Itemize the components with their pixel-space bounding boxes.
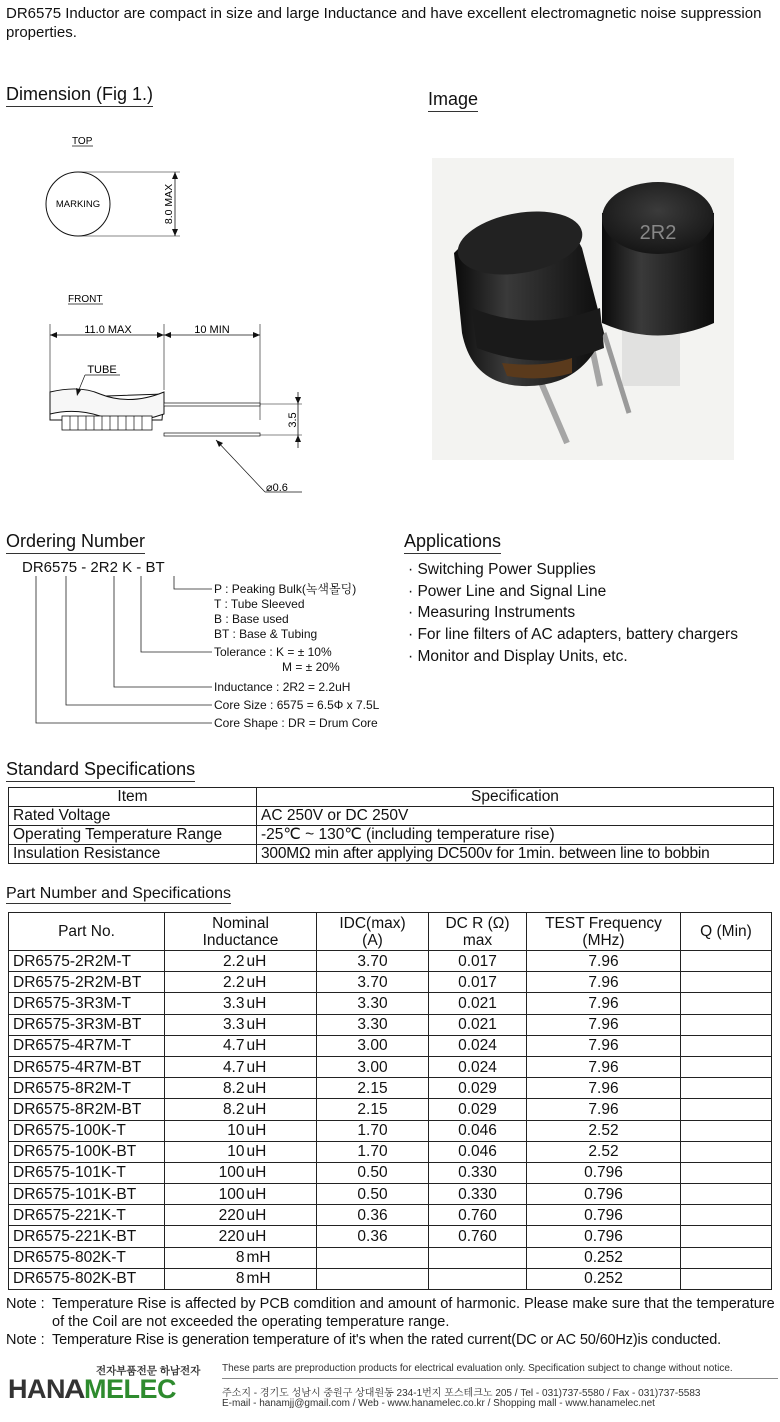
photo-marking: 2R2 — [639, 222, 677, 244]
order-label-bt: BT : Base & Tubing — [214, 627, 318, 641]
inductance-unit: uH — [246, 1122, 267, 1140]
col-header-freq — [527, 913, 681, 951]
header-line: Inductance — [202, 931, 279, 949]
cell: 0.017 — [429, 951, 527, 972]
inductance-value: 220 — [218, 1228, 245, 1246]
cell: DR6575-4R7M-T — [9, 1035, 165, 1056]
col-header-dcr — [429, 913, 527, 951]
cell: DR6575-802K-T — [9, 1247, 165, 1268]
height-label: 8.0 MAX — [163, 183, 175, 225]
cell: AC 250V or DC 250V — [257, 807, 774, 826]
table-row — [9, 1205, 772, 1226]
cell: 0.330 — [429, 1184, 527, 1205]
cell: Insulation Resistance — [9, 845, 257, 864]
inductance-value: 100 — [218, 1185, 245, 1203]
col-header-part: Part No. — [9, 913, 165, 951]
cell — [165, 1120, 317, 1141]
cell — [681, 1056, 772, 1077]
code-package: BT — [145, 559, 165, 576]
table-row — [9, 951, 772, 972]
cell: DR6575-4R7M-BT — [9, 1056, 165, 1077]
cell: 0.796 — [527, 1162, 681, 1183]
note-label: Note : — [6, 1332, 45, 1348]
note-item — [6, 1332, 780, 1350]
cell: 3.30 — [317, 1014, 429, 1035]
cell — [681, 1268, 772, 1289]
cell — [681, 951, 772, 972]
cell — [681, 972, 772, 993]
cell: 7.96 — [527, 1078, 681, 1099]
order-label-inductance: Inductance : 2R2 = 2.2uH — [214, 680, 351, 694]
table-row — [9, 1184, 772, 1205]
standard-title: Standard Specifications — [6, 759, 195, 782]
cell — [165, 1247, 317, 1268]
cell: 0.36 — [317, 1205, 429, 1226]
list-item: · Power Line and Signal Line — [408, 582, 607, 600]
header-line: IDC(max) — [339, 914, 406, 932]
cell: 0.029 — [429, 1078, 527, 1099]
cell — [681, 1247, 772, 1268]
header-line: TEST Frequency — [545, 914, 662, 932]
order-label-p: P : Peaking Bulk(녹색몰딩) — [214, 582, 357, 596]
inductance-value: 8.2 — [222, 1079, 245, 1097]
inductance-unit: uH — [246, 1206, 267, 1224]
table-row — [9, 1078, 772, 1099]
cell — [165, 993, 317, 1014]
cell: DR6575-8R2M-BT — [9, 1099, 165, 1120]
table-row — [9, 1268, 772, 1289]
inductance-unit: uH — [246, 1164, 267, 1182]
inductance-value: 2.2 — [222, 973, 245, 991]
applications-title: Applications — [404, 531, 501, 554]
cell: 0.024 — [429, 1056, 527, 1077]
cell — [681, 1078, 772, 1099]
cell: 0.046 — [429, 1141, 527, 1162]
cell: 3.00 — [317, 1035, 429, 1056]
header-line: Nominal — [212, 914, 269, 932]
inductance-value: 4.7 — [222, 1058, 245, 1076]
cell — [681, 1184, 772, 1205]
cell: DR6575-8R2M-T — [9, 1078, 165, 1099]
note-text: Temperature Rise is generation temperature of it's when the rated current(DC or AC 50/60Hz)is conducted. — [52, 1332, 722, 1348]
cell: DR6575-3R3M-T — [9, 993, 165, 1014]
inductance-unit: uH — [246, 1016, 267, 1034]
cell: -25℃ ~ 130℃ (including temperature rise) — [257, 826, 774, 845]
table-row — [9, 845, 774, 864]
header-line: (A) — [362, 931, 383, 949]
inductance-unit: uH — [246, 1037, 267, 1055]
table-row — [9, 1120, 772, 1141]
cell — [317, 1247, 429, 1268]
note-text: Temperature Rise is affected by PCB comdition and amount of harmonic. Please make sure that the temperature of the Coil are not exceeded the operating temperature range. — [52, 1296, 775, 1330]
cell: 7.96 — [527, 1099, 681, 1120]
table-row — [9, 972, 772, 993]
parts-table — [8, 912, 772, 1290]
cell: DR6575-2R2M-T — [9, 951, 165, 972]
header-line: DC R (Ω) — [445, 914, 510, 932]
ordering-code — [22, 559, 165, 576]
cell: 3.70 — [317, 972, 429, 993]
standard-spec-table — [8, 787, 774, 864]
cell: DR6575-101K-T — [9, 1162, 165, 1183]
dimension-title: Dimension (Fig 1.) — [6, 84, 153, 107]
cell — [429, 1268, 527, 1289]
cell: 3.30 — [317, 993, 429, 1014]
inductance-unit: uH — [246, 973, 267, 991]
inductance-value: 8 — [235, 1270, 245, 1288]
table-row — [9, 1056, 772, 1077]
cell: 0.760 — [429, 1226, 527, 1247]
cell: 0.046 — [429, 1120, 527, 1141]
cell — [681, 1226, 772, 1247]
cell: 1.70 — [317, 1120, 429, 1141]
inductance-unit: uH — [246, 1079, 267, 1097]
cell: 0.796 — [527, 1184, 681, 1205]
cell: 2.15 — [317, 1099, 429, 1120]
top-label: TOP — [72, 136, 93, 147]
front-label: FRONT — [68, 294, 103, 305]
cell: DR6575-100K-BT — [9, 1141, 165, 1162]
cell: 0.760 — [429, 1205, 527, 1226]
code-dash: - — [81, 559, 87, 576]
company-korean-title: 전자부품전문 하남전자 — [96, 1365, 201, 1377]
cell — [681, 1014, 772, 1035]
col-header-item: Item — [9, 788, 257, 807]
table-row — [9, 1247, 772, 1268]
cell — [165, 1205, 317, 1226]
table-row — [9, 1035, 772, 1056]
inductance-value: 220 — [218, 1206, 245, 1224]
table-header-row — [9, 788, 774, 807]
code-dash: - — [136, 559, 142, 576]
footer-divider — [222, 1378, 778, 1379]
cell: 0.50 — [317, 1184, 429, 1205]
cell — [165, 1035, 317, 1056]
cell: 0.252 — [527, 1268, 681, 1289]
cell: 0.029 — [429, 1099, 527, 1120]
cell: 7.96 — [527, 1035, 681, 1056]
header-line: (MHz) — [582, 931, 625, 949]
cell: 3.70 — [317, 951, 429, 972]
cell: 0.330 — [429, 1162, 527, 1183]
cell: DR6575-101K-BT — [9, 1184, 165, 1205]
cell — [165, 1162, 317, 1183]
cell: 3.00 — [317, 1056, 429, 1077]
cell: 0.252 — [527, 1247, 681, 1268]
cell — [165, 1184, 317, 1205]
note-item — [6, 1296, 780, 1331]
cell: DR6575-100K-T — [9, 1120, 165, 1141]
cell: 7.96 — [527, 972, 681, 993]
inductance-value: 2.2 — [222, 952, 245, 970]
cell: 7.96 — [527, 1056, 681, 1077]
cell — [681, 1205, 772, 1226]
table-row — [9, 1141, 772, 1162]
order-label-tolerance: Tolerance : K = ± 10% — [214, 645, 332, 659]
cell: 2.52 — [527, 1141, 681, 1162]
parts-title: Part Number and Specifications — [6, 885, 231, 902]
marking-label: MARKING — [55, 199, 101, 210]
dia-label: ⌀0.6 — [266, 482, 288, 494]
cell — [165, 1056, 317, 1077]
header-line: max — [462, 931, 493, 949]
inductance-unit: uH — [246, 952, 267, 970]
cell — [165, 1078, 317, 1099]
note-label: Note : — [6, 1296, 45, 1312]
inductance-unit: uH — [246, 1143, 267, 1161]
inductance-value: 3.3 — [222, 994, 245, 1012]
cell: 2.52 — [527, 1120, 681, 1141]
table-header-row — [9, 913, 772, 951]
cell — [165, 1141, 317, 1162]
code-core: DR6575 — [22, 559, 78, 576]
cell — [681, 1035, 772, 1056]
table-row — [9, 1162, 772, 1183]
cell — [165, 972, 317, 993]
list-item: · Switching Power Supplies — [408, 561, 596, 578]
width-label: 11.0 MAX — [84, 324, 132, 336]
cell: 0.017 — [429, 972, 527, 993]
col-header-q: Q (Min) — [681, 913, 772, 951]
cell — [681, 993, 772, 1014]
intro-text: DR6575 Inductor are compact in size and large Inductance and have excellent electromagnetic noise suppression properties. — [6, 5, 762, 41]
cell: 2.15 — [317, 1078, 429, 1099]
inductance-unit: uH — [246, 1058, 267, 1076]
lead-label: 10 MIN — [194, 324, 230, 336]
list-item: · For line filters of AC adapters, battery chargers — [408, 626, 738, 644]
cell: 7.96 — [527, 951, 681, 972]
cell: DR6575-2R2M-BT — [9, 972, 165, 993]
cell: 0.021 — [429, 1014, 527, 1035]
code-inductance: 2R2 — [90, 559, 118, 576]
logo-a: A — [64, 1374, 85, 1404]
inductance-value: 4.7 — [222, 1037, 245, 1055]
col-header-spec: Specification — [257, 788, 774, 807]
cell — [681, 1120, 772, 1141]
notes — [6, 1296, 780, 1350]
order-label-b: B : Base used — [214, 612, 289, 626]
cell: Operating Temperature Range — [9, 826, 257, 845]
list-item: · Measuring Instruments — [408, 604, 576, 622]
applications-list — [408, 559, 738, 668]
inductance-unit: mH — [246, 1249, 271, 1267]
cell — [681, 1099, 772, 1120]
cell: 0.796 — [527, 1226, 681, 1247]
cell: DR6575-221K-BT — [9, 1226, 165, 1247]
table-row — [9, 1099, 772, 1120]
logo-melec: MELEC — [84, 1374, 176, 1404]
col-header-inductance — [165, 913, 317, 951]
cell — [165, 1014, 317, 1035]
ordering-title: Ordering Number — [6, 531, 145, 554]
cell: 7.96 — [527, 1014, 681, 1035]
cell — [165, 951, 317, 972]
cell: 0.024 — [429, 1035, 527, 1056]
inductance-value: 10 — [227, 1143, 245, 1161]
dimension-diagram — [40, 130, 320, 500]
tube-label: TUBE — [87, 364, 117, 376]
inductance-unit: uH — [246, 1100, 267, 1118]
cell: 7.96 — [527, 993, 681, 1014]
company-logo — [8, 1374, 176, 1405]
ordering-leader-lines — [6, 576, 216, 737]
cell — [681, 1162, 772, 1183]
col-header-idc — [317, 913, 429, 951]
table-row — [9, 1014, 772, 1035]
cell: 0.021 — [429, 993, 527, 1014]
cell: 300MΩ min after applying DC500v for 1min. between line to bobbin — [257, 845, 774, 864]
cell — [429, 1247, 527, 1268]
table-row — [9, 826, 774, 845]
cell: DR6575-3R3M-BT — [9, 1014, 165, 1035]
order-label-core-size: Core Size : 6575 = 6.5Φ x 7.5L — [214, 698, 380, 712]
cell: 0.36 — [317, 1226, 429, 1247]
cell — [681, 1141, 772, 1162]
table-row — [9, 993, 772, 1014]
logo-han: HAN — [8, 1374, 65, 1404]
inductance-unit: uH — [246, 1185, 267, 1203]
product-photo — [432, 158, 734, 460]
cell — [317, 1268, 429, 1289]
cell: 1.70 — [317, 1141, 429, 1162]
inductance-value: 100 — [218, 1164, 245, 1182]
order-label-core-shape: Core Shape : DR = Drum Core — [214, 716, 378, 730]
cell: Rated Voltage — [9, 807, 257, 826]
cell: DR6575-221K-T — [9, 1205, 165, 1226]
code-tolerance: K — [122, 559, 133, 576]
cell — [165, 1268, 317, 1289]
order-label-tolerance-m: M = ± 20% — [282, 660, 340, 674]
address-text: 주소지 - 경기도 성남시 중원구 상대원동 234-1번지 포스테크노 205 / Tel - 031)737-5580 / Fax - 031)737-5583 — [222, 1388, 701, 1399]
image-title: Image — [428, 89, 478, 112]
table-row — [9, 1226, 772, 1247]
pitch-label: 3.5 — [287, 412, 299, 428]
cell — [165, 1226, 317, 1247]
order-label-t: T : Tube Sleeved — [214, 597, 305, 611]
cell: 0.796 — [527, 1205, 681, 1226]
inductance-unit: mH — [246, 1270, 271, 1288]
inductance-value: 3.3 — [222, 1016, 245, 1034]
inductance-unit: uH — [246, 1228, 267, 1246]
inductance-unit: uH — [246, 994, 267, 1012]
cell — [165, 1099, 317, 1120]
disclaimer-text: These parts are preproduction products for electrical evaluation only. Specification subject to change without notice. — [222, 1363, 733, 1374]
inductance-value: 8.2 — [222, 1100, 245, 1118]
cell: 0.50 — [317, 1162, 429, 1183]
inductance-value: 10 — [227, 1122, 245, 1140]
cell: DR6575-802K-BT — [9, 1268, 165, 1289]
table-row — [9, 807, 774, 826]
list-item: · Monitor and Display Units, etc. — [408, 647, 628, 665]
contact-text: E-mail - hanamjj@gmail.com / Web - www.hanamelec.co.kr / Shopping mall - www.hanamelec.net — [222, 1398, 655, 1409]
inductance-value: 8 — [235, 1249, 245, 1267]
